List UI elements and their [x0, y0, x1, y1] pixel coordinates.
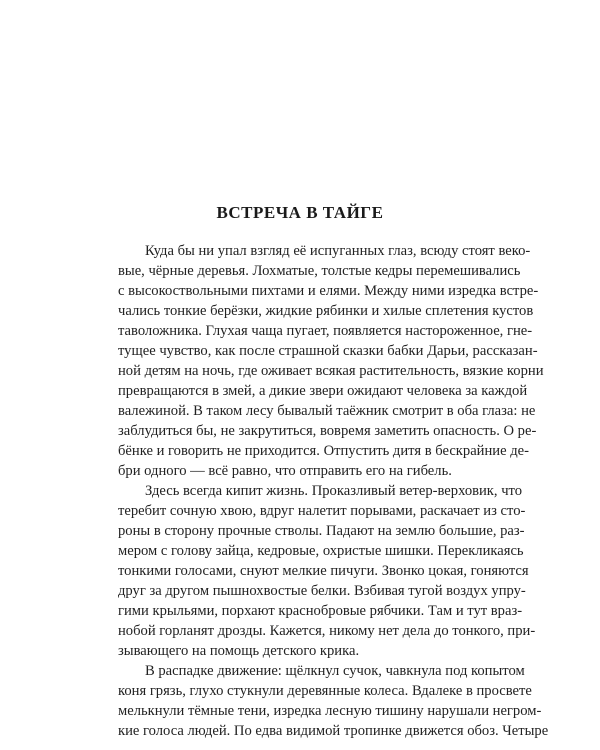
text-line: тонкими голосами, снуют мелкие пичуги. Звонко цокая, гоняются: [118, 563, 529, 579]
text-line: кие голоса людей. По едва видимой тропинке движется обоз. Четыре: [118, 723, 549, 739]
text-line: зывающего на помощь детского крика.: [118, 643, 360, 659]
text-line: Куда бы ни упал взгляд её испуганных глаз, всюду стоят веко-: [145, 243, 531, 259]
text-line: роны в сторону прочные стволы. Падают на землю большие, раз-: [118, 523, 525, 539]
text-line: валежиной. В таком лесу бывалый таёжник смотрит в оба глаза: не: [118, 403, 536, 419]
text-line: нобой горланят дрозды. Кажется, никому нет дела до тонкого, при-: [118, 623, 536, 639]
text-line: Здесь всегда кипит жизнь. Проказливый ветер-верховик, что: [145, 483, 523, 499]
text-line: с высокоствольными пихтами и елями. Между ними изредка встре-: [118, 283, 539, 299]
text-line: мелькнули тёмные тени, изредка лесную тишину нарушали негром-: [118, 703, 542, 719]
text-line: ной детям на ночь, где оживает всякая растительность, вязкие корни: [118, 363, 544, 379]
text-line: В распадке движение: щёлкнул сучок, чавкнула под копытом: [145, 663, 525, 679]
text-line: превращаются в змей, а дикие звери ожидают человека за каждой: [118, 383, 528, 399]
text-line: мером с голову зайца, кедровые, охристые шишки. Перекликаясь: [118, 543, 524, 559]
text-line: коня грязь, глухо стукнули деревянные колеса. Вдалеке в просвете: [118, 683, 532, 699]
text-line: друг за другом пышнохвостые белки. Взбивая тугой воздух упру-: [118, 583, 526, 599]
text-line: заблудиться бы, не закрутиться, вовремя заметить опасность. О ре-: [118, 423, 537, 439]
text-line: таволожника. Глухая чаща пугает, появляется настороженное, гне-: [118, 323, 533, 339]
chapter-title: ВСТРЕЧА В ТАЙГЕ: [216, 203, 384, 222]
text-line: тущее чувство, как после страшной сказки бабки Дарьи, рассказан-: [118, 343, 538, 359]
text-line: гими крыльями, порхают краснобровые рябчики. Там и тут враз-: [118, 603, 523, 619]
text-line: бёнке и говорить не приходится. Отпустить дитя в бескрайние де-: [118, 443, 529, 459]
text-line: вые, чёрные деревья. Лохматые, толстые кедры перемешивались: [118, 263, 521, 279]
text-line: чались тонкие берёзки, жидкие рябинки и хилые сплетения кустов: [118, 303, 534, 319]
text-line: бри одного — всё равно, что отправить его на гибель.: [118, 463, 452, 479]
text-line: теребит сочную хвою, вдруг налетит порывами, раскачает из сто-: [118, 503, 526, 519]
body-text: [118, 241, 549, 741]
